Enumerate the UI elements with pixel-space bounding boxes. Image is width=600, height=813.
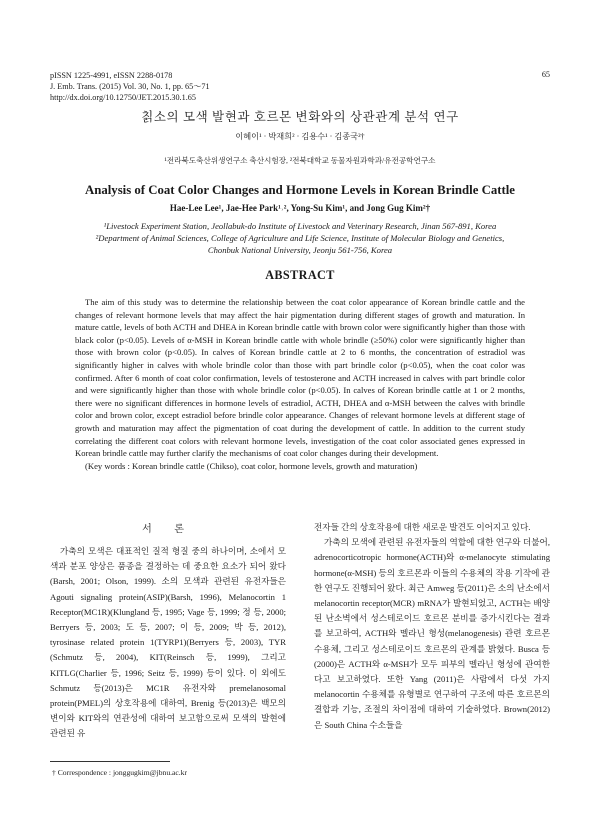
- section-heading-introduction: 서 론: [142, 524, 194, 535]
- intro-paragraph-1-cont: 전자들 간의 상호작용에 대한 새로운 발견도 이어지고 있다.: [314, 522, 531, 532]
- english-affiliations: [40, 220, 560, 256]
- affiliation-2-cont: Chonbuk National University, Jeonju 561-756, Korea: [207, 245, 393, 255]
- korean-title: 칡소의 모색 발현과 호르몬 변화와의 상관관계 분석 연구: [141, 110, 459, 124]
- doi-link[interactable]: http://dx.doi.org/10.12750/JET.2015.30.1.65: [50, 93, 196, 102]
- intro-paragraph-2: 가축의 모색에 관련된 유전자들의 역할에 대한 연구와 더불어, adrenocorticotropic hormone(ACTH)와 α-melanocyte stimulating hormone(α-MSH) 등의 호르몬과 이들의 수용체의 작용 기작에 관한 연구도 진행되어 왔다. 최근 Amweg 등(2011)은 소의 난소에서 melanocortin receptor(MCR) mRNA가 발현되었고, ACTH는 배양된 난소벽에서 성스테로이드 호르몬 분비를 증가시킨다는 결과를 보고하여, ACTH와 멜라닌 형성(melanogenesis) 관련 호르몬 수용체, 그리고 성스테로이드 호르몬의 관계를 밝혔다. Busca 등(2000)은 ACTH와 α-MSH가 모두 피부의 멜라닌 형성에 관여한다고 보고하였다. 또한 Yang (2011)은 사람에서 다섯 가지 melanocortin 수용체를 유형별로 연구하여 구조에 따른 호르몬의 결합과 기능, 조절의 차이점에 대하여 기술하였다. Brown(2012)은 South China 수소들을: [314, 537, 550, 730]
- english-title: Analysis of Coat Color Changes and Hormone Levels in Korean Brindle Cattle: [84, 183, 515, 197]
- issn-line: pISSN 1225-4991, eISSN 2288-0178: [50, 71, 173, 80]
- journal-header: [50, 70, 210, 103]
- english-authors: Hae-Lee Lee¹, Jae-Hee Park¹˒², Yong-Su Kim¹, and Jong Gug Kim²†: [169, 203, 431, 213]
- correspondence-footnote: † Correspondence : jonggugkim@jbnu.ac.kr: [52, 768, 188, 777]
- right-column: [314, 520, 550, 733]
- left-column: [50, 520, 286, 742]
- intro-paragraph-1: 가축의 모색은 대표적인 질적 형질 중의 하나이며, 소에서 모색과 분포 양상은 품종을 결정하는 데 중요한 요소가 되어 왔다(Barsh, 2001; Olson, 1999). 소의 모색과 관련된 유전자들은 Agouti signaling protein(ASIP)(Barsh, 1996), Melanocortin 1 Receptor(MC1R)(Klungland 등, 1995; Vage 등, 1999; 정 등, 2000; Berryers 등, 2003; 도 등, 2007; 이 등, 2009; 박 등, 2012), tyrosinase related protein 1(TYRP1)(Berryers 등, 2003), TYR (Schmutz 등, 2004), KIT(Reinsch 등, 1999), 그리고 KITLG(Charlier 등, 1996; Seitz 등, 1999) 등이 있다. 이 외에도 Schmutz 등(2013)은 MC1R 유전자와 premelanosomal protein(PMEL)의 상호작용에 대하여, Brenig 등(2013)은 백모의 변이와 KIT와의 연관성에 대하여 보고함으로써 모색의 발현에 관련된 유: [50, 546, 286, 739]
- footnote-divider: [50, 761, 170, 762]
- affiliation-1: ¹Livestock Experiment Station, Jeollabuk-do Institute of Livestock and Veterinary Research, Jinan 567-891, Korea: [103, 221, 497, 231]
- korean-authors: 이혜이¹ · 박재희² · 김용수¹ · 김종국²†: [235, 132, 365, 141]
- abstract-text: The aim of this study was to determine the relationship between the coat color appearance of Korean brindle cattle and the changes of relevant hormone levels that may affect the hair pigmentation during different stages of growth and maturation. In mature cattle, levels of both ACTH and DHEA in Korean brindle cattle with brown color were significantly higher than those with black color (p<0.05). Levels of α-MSH in Korean brindle cattle with whole brindle (≥50%) color were significantly higher than those with brown color (p<0.05). In calves of Korean brindle cattle at 2 to 6 months, the concentration of estradiol was significantly higher in calves with whole brindle color than those with part brindle color (p<0.05), when the coat color was confirmed. After 6 month of coat color confirmation, levels of testosterone and ACTH increased in calves with part brindle color and were significantly higher than those with whole brindle color (p<0.05). In calves of Korean brindle cattle at 1 or 2 months, there were no significant differences in hormone levels of estradiol, ACTH, DHEA and α-MSH between the calves with brindle color and brown color, except estradiol before brindle color appearance. Changes of relevant hormone levels at different stage of growth and maturation may affect the pigmentation of coat during the development of cattle. In addition to the current study correlating the different coat colors with relevant hormone levels, investigation of the coat color associated genes expressed in Korean brindle cattle may further clarify the mechanisms of coat color changes during their development.: [75, 297, 525, 459]
- korean-affiliations: ¹전라북도축산위생연구소 축산시험장, ²전북대학교 동물자원과학과/유전공학연구소: [164, 156, 436, 165]
- abstract-block: [75, 296, 525, 472]
- citation-line: J. Emb. Trans. (2015) Vol. 30, No. 1, pp. 65～71: [50, 82, 210, 91]
- affiliation-2: ²Department of Animal Sciences, College of Agriculture and Life Science, Institute of Molecular Biology and Genetics,: [95, 233, 505, 243]
- abstract-heading: ABSTRACT: [265, 268, 335, 282]
- keywords: (Key words : Korean brindle cattle (Chikso), coat color, hormone levels, growth and maturation): [85, 460, 418, 471]
- page-number: 65: [541, 70, 550, 79]
